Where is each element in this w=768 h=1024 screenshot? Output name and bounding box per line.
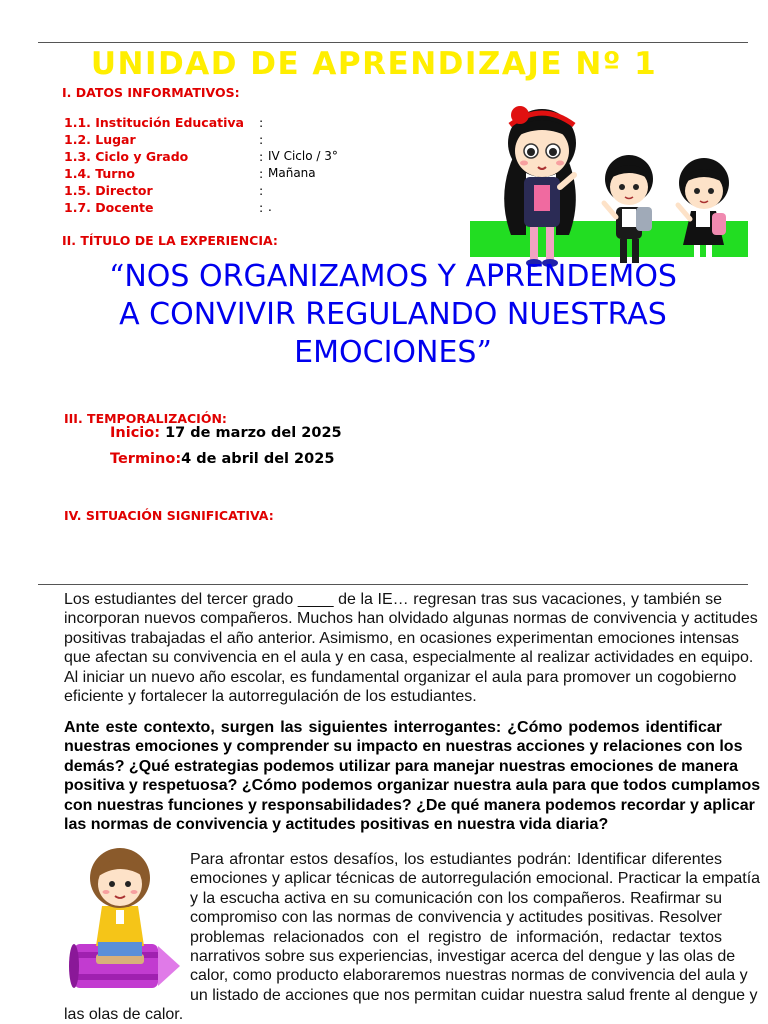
teacher-and-students-illustration bbox=[466, 95, 751, 275]
info-row bbox=[64, 183, 364, 200]
info-row bbox=[64, 200, 364, 217]
paragraph-line: eficiente y fortalecer la autorregulación de los estudiantes. bbox=[64, 688, 477, 706]
info-row bbox=[64, 115, 364, 132]
child-on-crayon-illustration bbox=[68, 842, 184, 994]
paragraph-line: con nuestras funciones y responsabilidades? ¿De qué manera podemos recordar y aplicar bbox=[64, 796, 755, 814]
info-label: 1.2. Lugar bbox=[64, 132, 136, 147]
experience-title-line bbox=[60, 258, 726, 296]
unit-title: UNIDAD DE APRENDIZAJE Nº 1 bbox=[90, 46, 658, 82]
info-label: 1.5. Director bbox=[64, 183, 153, 198]
info-colon: : bbox=[259, 132, 264, 147]
info-colon: : bbox=[259, 115, 264, 130]
section-2-heading: II. TÍTULO DE LA EXPERIENCIA: bbox=[62, 233, 278, 248]
end-date-row bbox=[110, 451, 334, 467]
paragraph-line: narrativos sobre sus experiencias, investigar acerca del dengue y las olas de bbox=[190, 948, 736, 966]
info-colon: : bbox=[259, 200, 264, 215]
paragraph-line: incorporan nuevos compañeros. Muchos han olvidado algunas normas de convivencia y actitudes bbox=[64, 610, 758, 628]
info-row bbox=[64, 149, 364, 166]
top-divider bbox=[38, 42, 748, 43]
paragraph-line: nuestras emociones y comprender su impacto en nuestras acciones y relaciones con los bbox=[64, 738, 743, 756]
paragraph-line: problemas relacionados con el registro de información, redactar textos bbox=[190, 928, 722, 946]
paragraph-line: Para afrontar estos desafíos, los estudiantes podrán: Identificar diferentes bbox=[190, 851, 722, 868]
info-label: 1.1. Institución Educativa bbox=[64, 115, 244, 130]
info-colon: : bbox=[259, 183, 264, 198]
paragraph-line: emociones y aplicar técnicas de autorregulación emocional. Practicar la empatía bbox=[190, 870, 761, 888]
experience-title-line bbox=[60, 334, 726, 372]
paragraph-line: demás? ¿Qué estrategias podemos utilizar para manejar nuestras emociones de manera bbox=[64, 757, 739, 775]
paragraph-line: calor, como producto elaboraremos nuestras normas de convivencia del aula y bbox=[190, 967, 748, 985]
start-date-label: Inicio: bbox=[110, 425, 161, 441]
start-date-row bbox=[110, 425, 342, 441]
objectives-paragraph-tail bbox=[64, 1005, 364, 1024]
info-row bbox=[64, 132, 364, 149]
info-value: IV Ciclo / 3° bbox=[268, 149, 338, 163]
close-quote: ” bbox=[476, 335, 492, 370]
objectives-paragraph bbox=[190, 850, 761, 1005]
paragraph-line: positiva y respetuosa? ¿Cómo podemos organizar nuestra aula para que todos cumplamos bbox=[64, 777, 761, 795]
experience-title-line: A CONVIVIR REGULANDO NUESTRAS bbox=[119, 297, 667, 332]
end-date-label: Termino: bbox=[110, 451, 182, 467]
info-label: 1.3. Ciclo y Grado bbox=[64, 149, 189, 164]
info-colon: : bbox=[259, 149, 264, 164]
section-1-heading: I. DATOS INFORMATIVOS: bbox=[62, 85, 240, 100]
experience-title bbox=[60, 258, 726, 372]
section-4-heading: IV. SITUACIÓN SIGNIFICATIVA: bbox=[64, 508, 274, 523]
paragraph-line: y la escucha activa en su comunicación con los compañeros. Reafirmar su bbox=[190, 889, 722, 907]
start-date-value: 17 de marzo del 2025 bbox=[160, 425, 342, 441]
info-value: . bbox=[268, 200, 272, 214]
child-figure bbox=[90, 848, 150, 964]
end-date-value: 4 de abril del 2025 bbox=[181, 451, 335, 467]
context-paragraph bbox=[64, 590, 758, 706]
info-label: 1.7. Docente bbox=[64, 200, 154, 215]
paragraph-line: positivas trabajadas el año anterior. Asimismo, en ocasiones experimentan emociones intensas bbox=[64, 629, 740, 647]
open-quote: “ bbox=[109, 259, 125, 294]
questions-paragraph bbox=[64, 718, 761, 834]
info-label: 1.4. Turno bbox=[64, 166, 135, 181]
experience-title-line-text: EMOCIONES bbox=[294, 335, 477, 370]
info-list bbox=[64, 115, 364, 217]
paragraph-line: las normas de convivencia y actitudes positivas en nuestra vida diaria? bbox=[64, 816, 609, 834]
paragraph-line: un listado de acciones que nos permitan cuidar nuestra salud frente al dengue y bbox=[190, 986, 758, 1004]
info-value: Mañana bbox=[268, 166, 316, 180]
paragraph-line: compromiso con las normas de convivencia y actitudes positivas. Resolver bbox=[190, 909, 722, 927]
section-3-heading: III. TEMPORALIZACIÓN: bbox=[64, 411, 227, 426]
info-colon: : bbox=[259, 166, 264, 181]
paragraph-line: las olas de calor. bbox=[64, 1006, 184, 1023]
paragraph-line: Los estudiantes del tercer grado ____ de la IE… regresan tras sus vacaciones, y también se bbox=[64, 591, 722, 608]
paragraph-line: Al iniciar un nuevo año escolar, es fundamental organizar el aula para promover un cogobierno bbox=[64, 668, 737, 686]
middle-divider bbox=[38, 584, 748, 585]
paragraph-line: Ante este contexto, surgen las siguientes interrogantes: ¿Cómo podemos identificar bbox=[64, 719, 722, 736]
experience-title-line-text: NOS ORGANIZAMOS Y APRENDEMOS bbox=[124, 259, 677, 294]
paragraph-line: que afectan su convivencia en el aula y en casa, especialmente al realizar actividades en equipo. bbox=[64, 649, 754, 667]
info-row bbox=[64, 166, 364, 183]
